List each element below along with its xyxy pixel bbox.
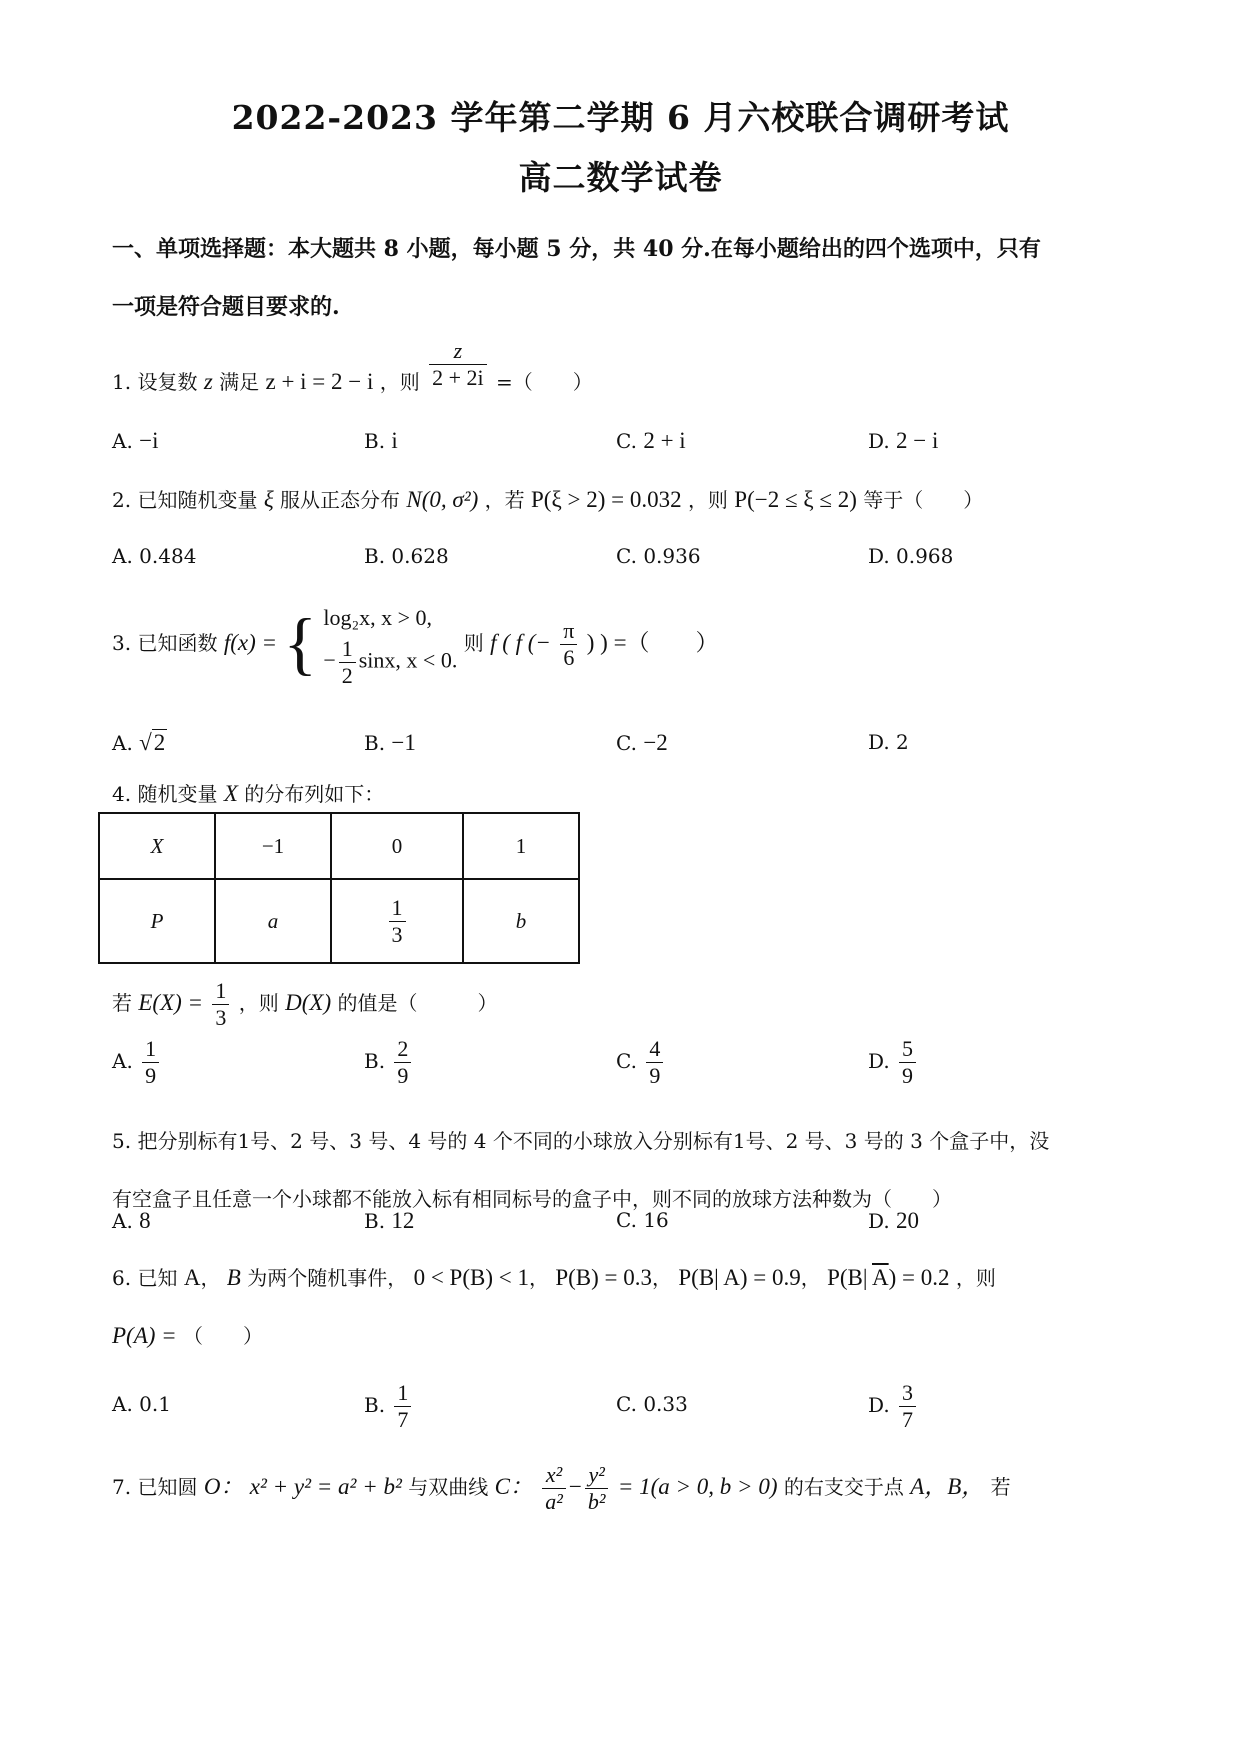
hyperbola-name: C： — [494, 1474, 533, 1499]
question-text: 已知随机变量 — [137, 488, 258, 512]
table-cell: X — [99, 813, 215, 879]
question-text: ，则 — [955, 1266, 996, 1290]
options-q5 — [112, 1208, 1142, 1248]
event-a: A — [183, 1265, 201, 1290]
question-text: 的分布列如下： — [244, 782, 385, 806]
normal-distribution: N(0, σ²) — [406, 487, 479, 512]
answer-blank: ) ) =（ ） — [586, 630, 719, 655]
question-text: 若 — [112, 991, 132, 1015]
condition: P(B| $\overline{A}) = 0.2$ — [827, 1265, 950, 1290]
option-a[interactable]: A. 0.1 — [112, 1392, 171, 1416]
question-text: 若 — [990, 1475, 1011, 1499]
options-q1 — [112, 428, 1142, 468]
table-cell: −1 — [215, 813, 331, 879]
question-number: 2. — [112, 488, 132, 512]
option-a[interactable]: A. $\frac{1}{9}$ — [112, 1036, 162, 1089]
option-c[interactable]: C. 2 + i — [616, 428, 686, 453]
hyperbola-equation: = 1(a > 0, b > 0) — [617, 1474, 778, 1499]
variable-x: X — [223, 781, 238, 806]
option-c[interactable]: C. 0.33 — [616, 1392, 688, 1416]
table-cell: 0 — [331, 813, 463, 879]
option-b[interactable]: B. 12 — [364, 1208, 415, 1233]
fraction-numerator: z — [429, 338, 487, 365]
answer-blank: 的值是（ ） — [337, 991, 498, 1015]
probability-expression: P(−2 ≤ ξ ≤ 2) — [734, 487, 857, 512]
separator: ， — [800, 1266, 821, 1290]
option-d[interactable]: D. $\frac{3}{7}$ — [868, 1380, 919, 1433]
answer-blank: （ ） — [183, 1324, 264, 1348]
fraction: $\frac{\text{y²}}{\text{b²}}$ — [585, 1462, 609, 1515]
answer-blank: 等于（ ） — [863, 488, 984, 512]
option-d[interactable]: D. 0.968 — [868, 544, 954, 568]
option-a[interactable]: A. −i — [112, 428, 159, 453]
question-text: ，则 — [238, 991, 279, 1015]
option-c[interactable]: C. −2 — [616, 730, 668, 755]
question-text: 为两个随机事件， — [247, 1266, 408, 1290]
table-cell: b — [463, 879, 579, 963]
separator: ， — [652, 1266, 673, 1290]
question-text: 已知圆 — [137, 1475, 198, 1499]
question-number: 6. — [112, 1266, 132, 1290]
option-d[interactable]: D. $\frac{5}{9}$ — [868, 1036, 919, 1089]
question-text: ， — [200, 1266, 221, 1290]
table-cell: P — [99, 879, 215, 963]
question-number: 7. — [112, 1475, 132, 1499]
option-c[interactable]: C. $\frac{4}{9}$ — [616, 1036, 666, 1089]
distribution-table — [98, 812, 580, 964]
question-text: ，则 — [687, 488, 728, 512]
circle-name: O： — [203, 1474, 244, 1499]
question-number: 3. — [112, 631, 132, 655]
event-b: B — [226, 1265, 241, 1290]
question-4 — [112, 778, 1142, 810]
fraction: $\frac{\pi}{6}$ — [560, 618, 577, 671]
option-d[interactable]: D. 2 − i — [868, 428, 939, 453]
question-3 — [112, 600, 1142, 689]
table-cell: a — [215, 879, 331, 963]
exam-subtitle: 高二数学试卷 — [518, 158, 723, 197]
condition: P(B| A) = 0.9 — [678, 1265, 801, 1290]
question-text: ，则 — [379, 370, 420, 394]
option-c[interactable]: C. 16 — [616, 1208, 669, 1232]
question-6-line2 — [112, 1320, 1142, 1352]
fraction-denominator: 2 + 2i — [432, 365, 484, 390]
piecewise-cases — [323, 600, 457, 689]
minus-sign: − — [568, 1474, 582, 1499]
variable-z: z — [203, 369, 213, 394]
question-5-line1: 5. 把分别标有1号、2 号、3 号、4 号的 4 个不同的小球放入分别标有1号、2 号、3 号的 3 个盒子中，没 — [112, 1129, 1050, 1153]
option-a[interactable]: A. 8 — [112, 1208, 151, 1233]
fraction — [429, 338, 487, 391]
option-b[interactable]: B. −1 — [364, 730, 416, 755]
question-text: 已知函数 — [137, 631, 218, 655]
options-q3 — [112, 730, 1142, 770]
options-q6 — [112, 1380, 1142, 1440]
question-text: 随机变量 — [137, 782, 218, 806]
question-5-line2: 有空盒子且任意一个小球都不能放入标有相同标号的盒子中，则不同的放球方法种数为（ ） — [112, 1187, 952, 1211]
question-number: 1. — [112, 370, 132, 394]
case-1: log₂x, x > 0, — [323, 605, 433, 630]
condition: P(ξ > 2) = 0.032 — [531, 487, 682, 512]
table-row — [99, 813, 579, 879]
question-text: 则 — [463, 631, 484, 655]
option-b[interactable]: B. $\frac{2}{9}$ — [364, 1036, 414, 1089]
exam-title: 2022-2023 学年第二学期 6 月六校联合调研考试 — [231, 98, 1010, 137]
option-b[interactable]: B. $\frac{1}{7}$ — [364, 1380, 414, 1433]
option-d[interactable]: D. 2 — [868, 730, 909, 754]
option-b[interactable]: B. i — [364, 428, 398, 453]
fraction: $\frac{1}{3}$ — [212, 978, 229, 1031]
probability-expression: P(A) = — [112, 1323, 177, 1348]
case-2: − $\frac{1}{2}$ sinx, x < 0. — [323, 636, 458, 688]
question-4-condition — [112, 978, 1142, 1031]
option-b[interactable]: B. 0.628 — [364, 544, 449, 568]
table-cell: 1 — [463, 813, 579, 879]
question-text: ，若 — [484, 488, 525, 512]
options-q4 — [112, 1036, 1142, 1096]
separator: ， — [528, 1266, 549, 1290]
condition: P(B) = 0.3 — [555, 1265, 653, 1290]
function-name: f(x) = — [223, 630, 277, 655]
circle-equation: x² + y² = a² + b² — [249, 1474, 402, 1499]
question-number: 4. — [112, 782, 132, 806]
variance: D(X) — [285, 990, 332, 1015]
section-instructions — [112, 220, 1142, 336]
intersection-points: A，B， — [910, 1474, 985, 1499]
equation: z + i = 2 − i — [265, 369, 374, 394]
condition: 0 < P(B) < 1 — [413, 1265, 529, 1290]
section-instructions-line2: 一项是符合题目要求的. — [112, 294, 340, 320]
question-text: 服从正态分布 — [280, 488, 401, 512]
question-text: 已知 — [137, 1266, 178, 1290]
question-text: 满足 — [219, 370, 260, 394]
question-7 — [112, 1462, 1142, 1515]
section-instructions-line1: 一、单项选择题：本大题共 8 小题，每小题 5 分，共 40 分.在每小题给出的四个选项中，只有 — [112, 236, 1041, 262]
option-d[interactable]: D. 20 — [868, 1208, 920, 1233]
variable-xi: ξ — [263, 487, 274, 512]
question-text: 与双曲线 — [408, 1475, 489, 1499]
table-row — [99, 879, 579, 963]
option-c[interactable]: C. 0.936 — [616, 544, 701, 568]
composite-expression: f ( f (− — [490, 630, 551, 655]
question-1 — [112, 338, 1142, 398]
option-a[interactable]: A. 0.484 — [112, 544, 197, 568]
fraction: $\frac{\text{x²}}{\text{a²}}$ — [542, 1462, 566, 1515]
table-cell: $\frac{1}{3}$ — [331, 879, 463, 963]
left-brace: { — [283, 605, 317, 683]
answer-blank: =（ ） — [496, 370, 593, 394]
option-a[interactable]: A. √2 — [112, 730, 166, 755]
question-text: 设复数 — [137, 370, 198, 394]
question-6 — [112, 1262, 1142, 1294]
question-2 — [112, 484, 1142, 516]
options-q2 — [112, 544, 1142, 584]
expectation: E(X) = — [138, 990, 204, 1015]
question-text: 的右支交于点 — [783, 1475, 904, 1499]
